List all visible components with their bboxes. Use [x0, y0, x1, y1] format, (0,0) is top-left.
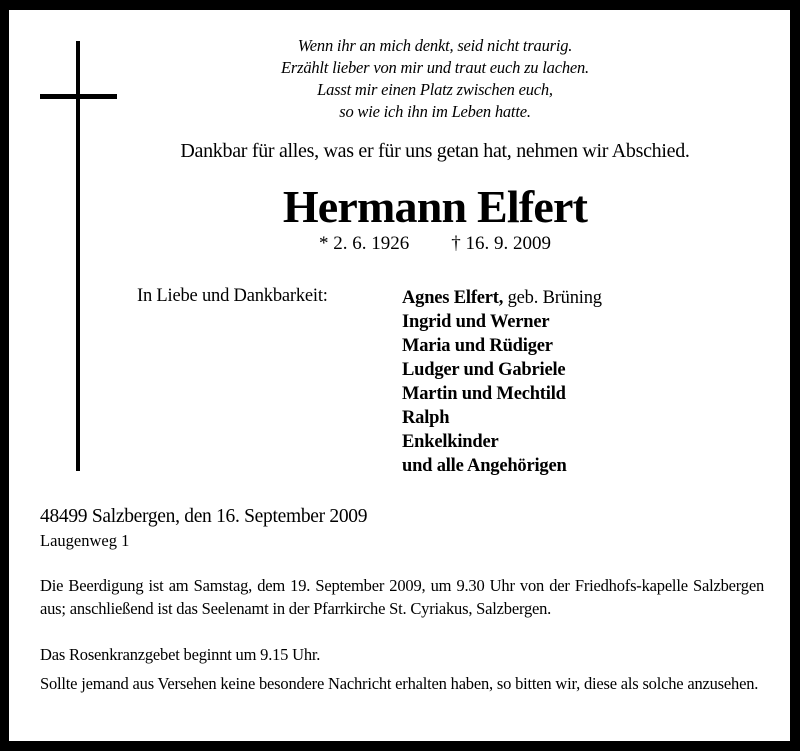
thanks-line: Dankbar für alles, was er für uns getan hat, nehmen wir Abschied. — [180, 140, 690, 162]
deceased-name: Hermann Elfert — [282, 181, 588, 232]
poem-line: so wie ich ihn im Leben hatte. — [339, 102, 531, 121]
street-address: Laugenweg 1 — [40, 531, 130, 550]
poem-line: Wenn ihr an mich denkt, seid nicht traurig. — [297, 36, 573, 55]
mourner: Ralph — [402, 408, 450, 428]
poem-line: Lasst mir einen Platz zwischen euch, — [317, 80, 553, 99]
mourner: und alle Angehörigen — [402, 456, 567, 476]
mourner: Ingrid und Werner — [402, 312, 550, 332]
mourner: Ludger und Gabriele — [402, 360, 566, 380]
place-date: 48499 Salzbergen, den 16. September 2009 — [40, 506, 368, 527]
death-date: † 16. 9. 2009 — [451, 233, 551, 254]
birth-date: * 2. 6. 1926 — [319, 233, 410, 254]
maiden-name: geb. Brüning — [503, 288, 602, 308]
mourners-label: In Liebe und Dankbarkeit: — [137, 286, 328, 306]
life-dates — [135, 233, 735, 255]
cross-vertical-bar — [76, 41, 80, 471]
notice-info: Sollte jemand aus Versehen keine besondere Nachricht erhalten haben, so bitten wir, diese als solche anzusehen. — [40, 674, 759, 693]
cross-horizontal-bar — [40, 94, 117, 99]
obituary-notice — [9, 10, 790, 741]
mourner: Maria und Rüdiger — [402, 336, 553, 356]
mourner: Enkelkinder — [402, 432, 499, 452]
mourner — [402, 286, 602, 310]
mourners-list — [402, 286, 602, 478]
poem-line: Erzählt lieber von mir und traut euch zu lachen. — [281, 58, 589, 77]
mourner-name: Agnes Elfert, — [402, 288, 504, 308]
rosary-info: Das Rosenkranzgebet beginnt um 9.15 Uhr. — [40, 645, 321, 664]
mourner: Martin und Mechtild — [402, 384, 566, 404]
poem — [135, 35, 735, 123]
funeral-info: Die Beerdigung ist am Samstag, dem 19. September 2009, um 9.30 Uhr von der Friedhofs-kapelle Salzbergen aus; anschließend ist das Seelenamt in der Pfarrkirche St. Cyriakus, Salzbergen. — [40, 576, 764, 618]
